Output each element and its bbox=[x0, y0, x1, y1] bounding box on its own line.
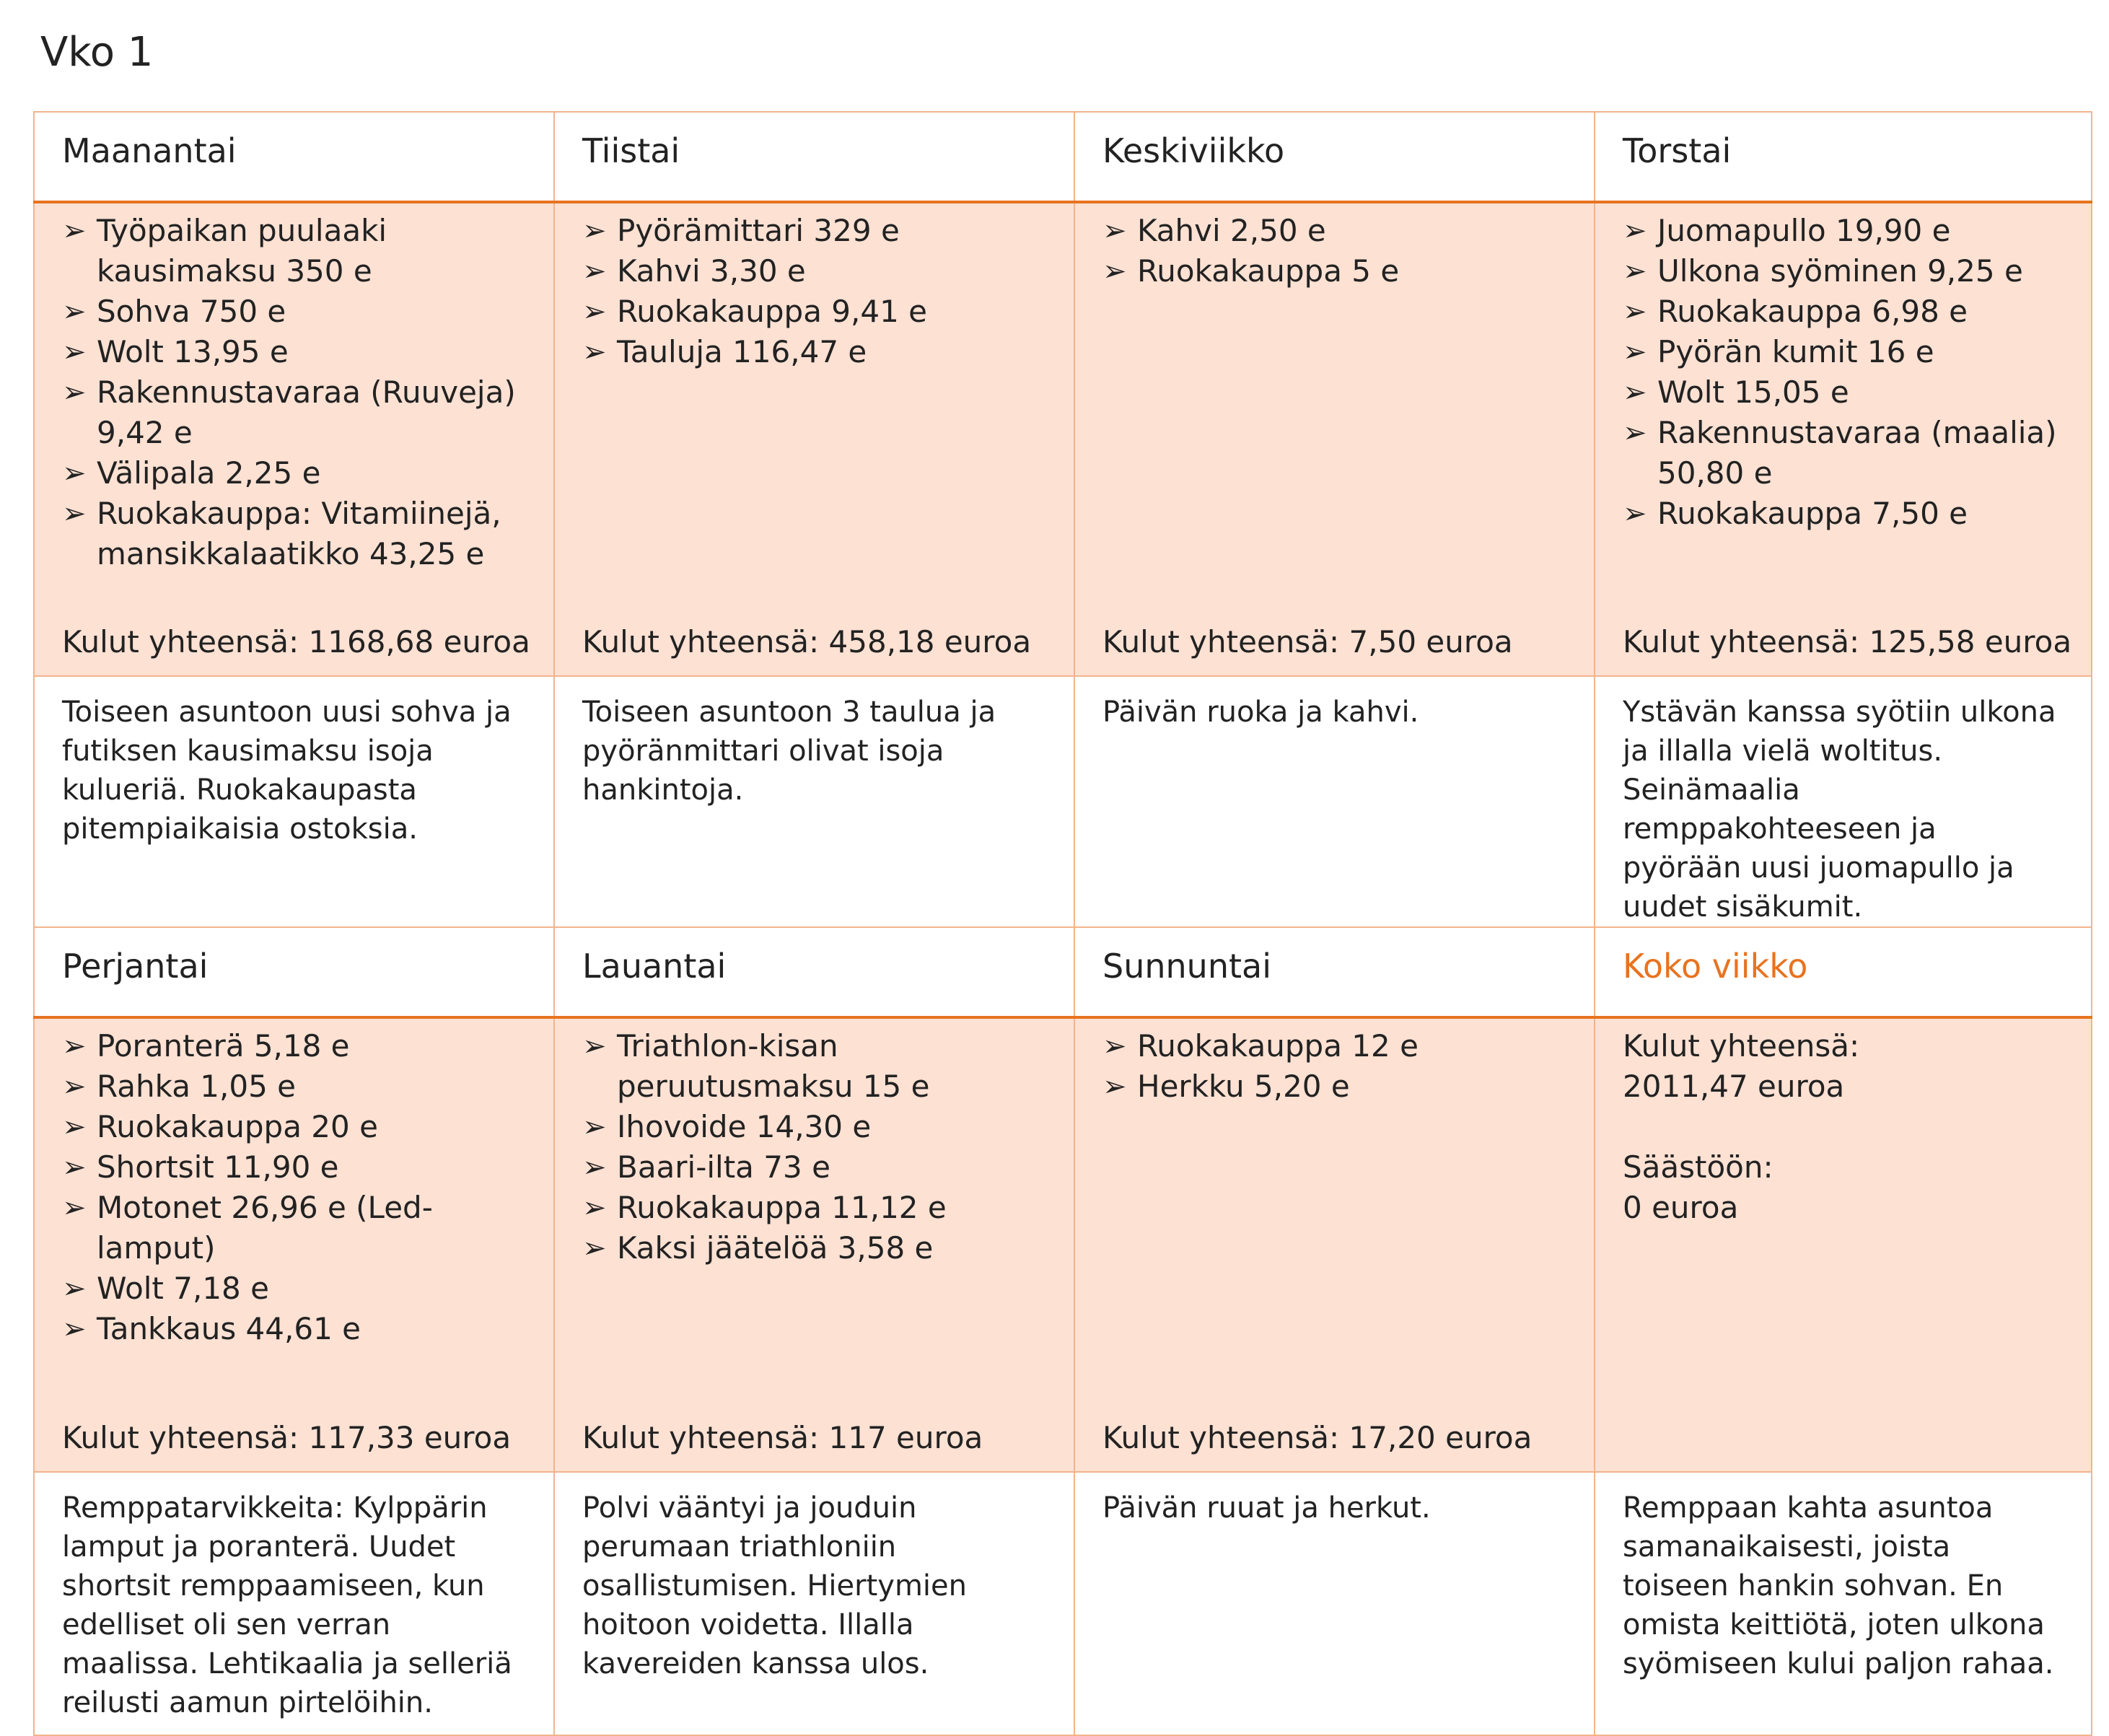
note-row bbox=[34, 676, 2092, 927]
day-total: Kulut yhteensä: 17,20 euroa bbox=[1102, 1420, 1533, 1455]
expense-item: ➢ Rakennustavaraa (maalia) 50,80 e bbox=[1623, 413, 2064, 494]
day-note: Polvi vääntyi ja jouduin perumaan triathloniin osallistumisen. Hiertymien hoitoon voidetta. Illalla kavereiden kanssa ulos. bbox=[554, 1472, 1074, 1735]
day-note: Remppatarvikkeita: Kylppärin lamput ja poranterä. Uudet shortsit remppaamiseen, kun edelliset oli sen verran maalissa. Lehtikaalia ja selleriä reilusti aamun pirtelöihin. bbox=[34, 1472, 554, 1735]
week-summary-header: Koko viikko bbox=[1595, 927, 2092, 1017]
week-summary-note: Remppaan kahta asuntoa samanaikaisesti, joista toiseen hankin sohvan. En omista keittiötä, joten ulkona syömiseen kului paljon rahaa. bbox=[1595, 1472, 2092, 1735]
day-header: Torstai bbox=[1595, 112, 2092, 202]
day-header: Maanantai bbox=[34, 112, 554, 202]
expense-item: ➢ Työpaikan puulaaki kausimaksu 350 e bbox=[62, 211, 526, 291]
expense-item: ➢ Rakennustavaraa (Ruuveja) 9,42 e bbox=[62, 372, 526, 453]
expense-item: ➢ Ruokakauppa 20 e bbox=[62, 1107, 526, 1147]
expense-cell bbox=[34, 1017, 554, 1472]
day-header: Sunnuntai bbox=[1074, 927, 1595, 1017]
expense-item: ➢ Ruokakauppa 7,50 e bbox=[1623, 494, 2064, 534]
expense-item: ➢ Ruokakauppa 12 e bbox=[1102, 1026, 1566, 1066]
expense-row bbox=[34, 202, 2092, 676]
day-total: Kulut yhteensä: 1168,68 euroa bbox=[62, 624, 530, 659]
day-header-row bbox=[34, 927, 2092, 1017]
page-title: Vko 1 bbox=[40, 29, 154, 76]
expense-item: ➢ Wolt 13,95 e bbox=[62, 332, 526, 372]
day-total: Kulut yhteensä: 7,50 euroa bbox=[1102, 624, 1513, 659]
day-note: Päivän ruuat ja herkut. bbox=[1074, 1472, 1595, 1735]
expense-item: ➢ Kahvi 2,50 e bbox=[1102, 211, 1566, 251]
day-note: Toiseen asuntoon uusi sohva ja futiksen kausimaksu isoja kulueriä. Ruokakaupasta pitempiaikaisia ostoksia. bbox=[34, 676, 554, 927]
expense-list bbox=[1102, 1026, 1566, 1107]
day-note: Päivän ruoka ja kahvi. bbox=[1074, 676, 1595, 927]
expense-cell bbox=[34, 202, 554, 676]
weekly-expense-table bbox=[33, 111, 2092, 1736]
expense-item: ➢ Ruokakauppa: Vitamiinejä, mansikkalaatikko 43,25 e bbox=[62, 494, 526, 574]
expense-item: ➢ Pyörämittari 329 e bbox=[582, 211, 1046, 251]
expense-item: ➢ Ruokakauppa 11,12 e bbox=[582, 1188, 1046, 1228]
week-summary-cell bbox=[1595, 1017, 2092, 1472]
expense-item: ➢ Ruokakauppa 5 e bbox=[1102, 251, 1566, 291]
day-total: Kulut yhteensä: 125,58 euroa bbox=[1623, 624, 2072, 659]
expense-item: ➢ Ulkona syöminen 9,25 e bbox=[1623, 251, 2064, 291]
expense-cell bbox=[1595, 202, 2092, 676]
expense-item: ➢ Sohva 750 e bbox=[62, 291, 526, 332]
expense-item: ➢ Juomapullo 19,90 e bbox=[1623, 211, 2064, 251]
day-header: Lauantai bbox=[554, 927, 1074, 1017]
expense-item: ➢ Tauluja 116,47 e bbox=[582, 332, 1046, 372]
expense-item: ➢ Shortsit 11,90 e bbox=[62, 1147, 526, 1188]
day-note: Ystävän kanssa syötiin ulkona ja illalla vielä woltitus. Seinämaalia remppakohteeseen ja pyörään uusi juomapullo ja uudet sisäkumit. bbox=[1595, 676, 2092, 927]
expense-item: ➢ Kahvi 3,30 e bbox=[582, 251, 1046, 291]
day-header-row bbox=[34, 112, 2092, 202]
expense-row bbox=[34, 1017, 2092, 1472]
expense-item: ➢ Poranterä 5,18 e bbox=[62, 1026, 526, 1066]
expense-cell bbox=[1074, 1017, 1595, 1472]
expense-item: ➢ Rahka 1,05 e bbox=[62, 1066, 526, 1107]
expense-item: ➢ Pyörän kumit 16 e bbox=[1623, 332, 2064, 372]
day-total: Kulut yhteensä: 117 euroa bbox=[582, 1420, 983, 1455]
expense-item: ➢ Ruokakauppa 6,98 e bbox=[1623, 291, 2064, 332]
expense-list bbox=[582, 1026, 1046, 1268]
day-total: Kulut yhteensä: 458,18 euroa bbox=[582, 624, 1032, 659]
expense-cell bbox=[1074, 202, 1595, 676]
expense-item: ➢ Motonet 26,96 e (Led-lamput) bbox=[62, 1188, 526, 1268]
day-header: Tiistai bbox=[554, 112, 1074, 202]
savings-label: Säästöön: bbox=[1623, 1149, 1773, 1185]
expense-item: ➢ Ruokakauppa 9,41 e bbox=[582, 291, 1046, 332]
savings-value: 0 euroa bbox=[1623, 1190, 1739, 1225]
day-total: Kulut yhteensä: 117,33 euroa bbox=[62, 1420, 512, 1455]
note-row bbox=[34, 1472, 2092, 1735]
expense-item: ➢ Wolt 15,05 e bbox=[1623, 372, 2064, 413]
expense-item: ➢ Baari-ilta 73 e bbox=[582, 1147, 1046, 1188]
expense-list bbox=[1623, 211, 2064, 534]
expense-item: ➢ Ihovoide 14,30 e bbox=[582, 1107, 1046, 1147]
expense-item: ➢ Kaksi jäätelöä 3,58 e bbox=[582, 1228, 1046, 1268]
expense-cell bbox=[554, 202, 1074, 676]
expense-list bbox=[582, 211, 1046, 372]
week-total-label: Kulut yhteensä: bbox=[1623, 1028, 1860, 1064]
expense-item: ➢ Wolt 7,18 e bbox=[62, 1268, 526, 1309]
day-header: Keskiviikko bbox=[1074, 112, 1595, 202]
day-note: Toiseen asuntoon 3 taulua ja pyöränmittari olivat isoja hankintoja. bbox=[554, 676, 1074, 927]
expense-list bbox=[62, 1026, 526, 1349]
week-total-value: 2011,47 euroa bbox=[1623, 1069, 1845, 1104]
expense-item: ➢ Tankkaus 44,61 e bbox=[62, 1309, 526, 1349]
day-header: Perjantai bbox=[34, 927, 554, 1017]
expense-cell bbox=[554, 1017, 1074, 1472]
expense-list bbox=[1102, 211, 1566, 291]
expense-item: ➢ Triathlon-kisan peruutusmaksu 15 e bbox=[582, 1026, 1046, 1107]
expense-list bbox=[62, 211, 526, 574]
expense-item: ➢ Välipala 2,25 e bbox=[62, 453, 526, 494]
expense-item: ➢ Herkku 5,20 e bbox=[1102, 1066, 1566, 1107]
